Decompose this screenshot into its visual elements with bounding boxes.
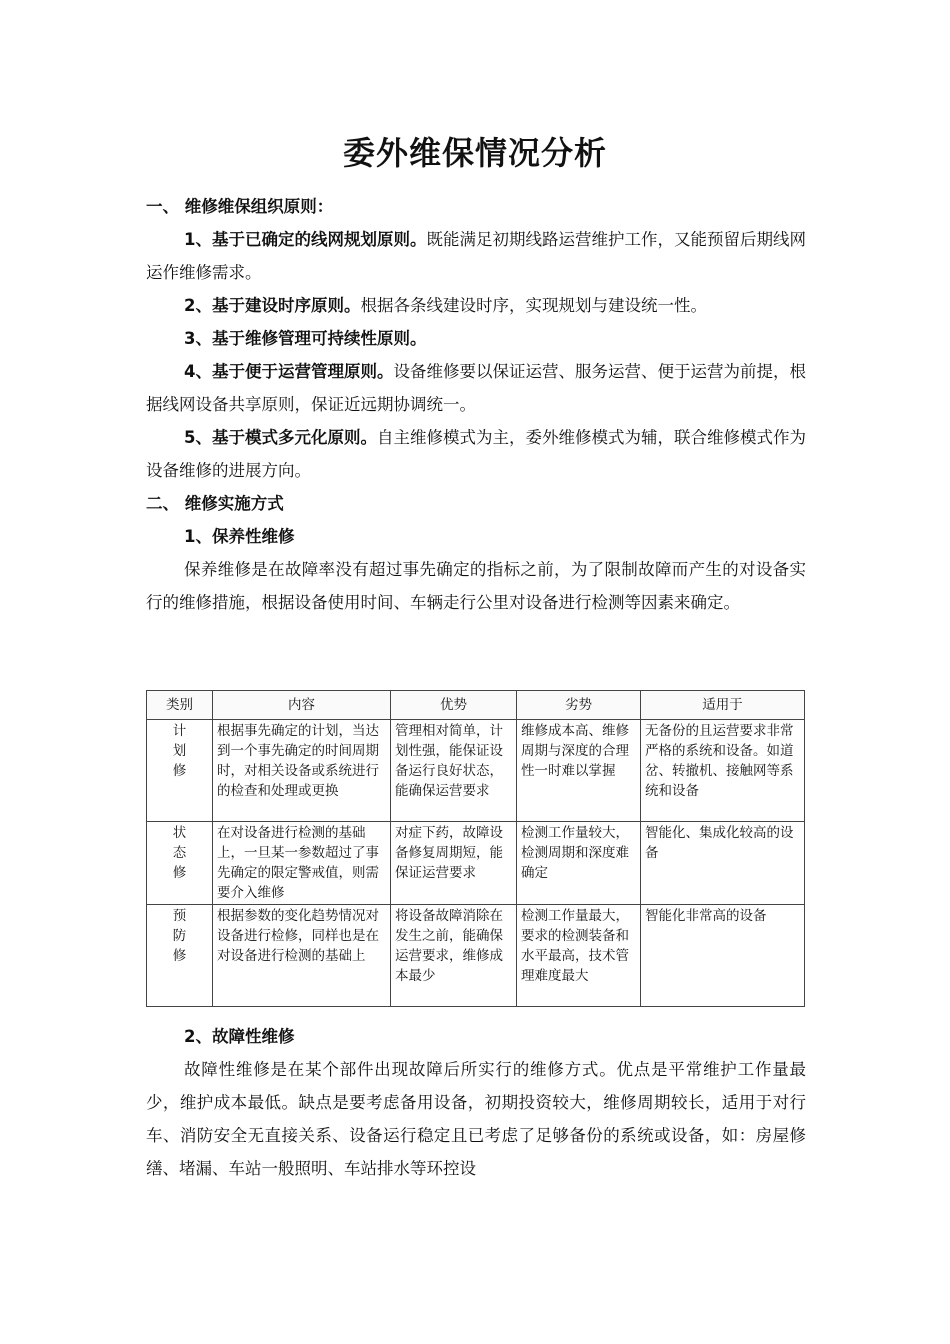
principle-title: 5、基于模式多元化原则。 (184, 428, 377, 447)
table-row (147, 822, 805, 905)
subsection-heading: 1、保养性维修 (184, 527, 295, 546)
table-header-row (147, 691, 805, 720)
type-label: 状态修 (172, 825, 187, 881)
principle-title: 2、基于建设时序原则。 (184, 296, 361, 315)
type-label: 预防修 (172, 908, 187, 964)
table-cell: 检测工作量较大，检测周期和深度难确定 (517, 822, 641, 905)
maintenance-table (146, 690, 805, 1007)
table-cell: 根据事先确定的计划，当达到一个事先确定的时间周期时，对相关设备或系统进行的检查和处理或更换 (213, 720, 391, 822)
column-header: 劣势 (517, 691, 641, 720)
column-header: 内容 (213, 691, 391, 720)
document-body-continued (146, 1020, 806, 1185)
table-cell: 对症下药，故障设备修复周期短，能保证运营要求 (391, 822, 517, 905)
subsection-heading: 2、故障性维修 (184, 1027, 295, 1046)
table-cell: 智能化非常高的设备 (641, 905, 805, 1007)
principle-title: 3、基于维修管理可持续性原则。 (184, 329, 427, 348)
principle-title: 1、基于已确定的线网规划原则。 (184, 230, 427, 249)
table-cell-type (147, 720, 213, 822)
table-row (147, 720, 805, 822)
table-cell: 根据参数的变化趋势情况对设备进行检修，同样也是在对设备进行检测的基础上 (213, 905, 391, 1007)
document-body (146, 190, 806, 619)
table-cell-type (147, 905, 213, 1007)
principle-text: 既能满足初期线路运营维护工作，又能预留后期线网运作维修需求。 (146, 230, 807, 282)
principle-item (146, 223, 806, 289)
table-cell: 将设备故障消除在发生之前，能确保运营要求，维修成本最少 (391, 905, 517, 1007)
table-cell: 维修成本高、维修周期与深度的合理性一时难以掌握 (517, 720, 641, 822)
table-cell-type (147, 822, 213, 905)
principle-item (146, 355, 806, 421)
principle-title: 4、基于便于运营管理原则。 (184, 362, 394, 381)
page-title: 委外维保情况分析 (342, 134, 607, 172)
section-heading: 二、 维修实施方式 (146, 494, 284, 513)
principle-text: 根据各条线建设时序，实现规划与建设统一性。 (360, 296, 707, 315)
column-header: 优势 (391, 691, 517, 720)
principle-item (146, 289, 806, 322)
type-label: 计划修 (172, 723, 187, 779)
column-header: 类别 (147, 691, 213, 720)
principle-item (146, 322, 806, 355)
table-cell: 智能化、集成化较高的设备 (641, 822, 805, 905)
paragraph: 故障性维修是在某个部件出现故障后所实行的维修方式。优点是平常维护工作量最少，维护成本最低。缺点是要考虑备用设备，初期投资较大，维修周期较长，适用于对行车、消防安全无直接关系、设备运行稳定且已考虑了足够备份的系统或设备，如：房屋修缮、堵漏、车站一般照明、车站排水等环控设 (146, 1060, 806, 1178)
column-header: 适用于 (641, 691, 805, 720)
table-cell: 无备份的且运营要求非常严格的系统和设备。如道岔、转撤机、接触网等系统和设备 (641, 720, 805, 822)
table-row (147, 905, 805, 1007)
table-cell: 检测工作量最大，要求的检测装备和水平最高，技术管理难度最大 (517, 905, 641, 1007)
section-heading: 一、 维修维保组织原则： (146, 197, 334, 216)
principle-text: 自主维修模式为主，委外维修模式为辅，联合维修模式作为设备维修的进展方向。 (146, 428, 807, 480)
principle-text: 设备维修要以保证运营、服务运营、便于运营为前提，根据线网设备共享原则，保证近远期协调统一。 (146, 362, 807, 414)
principle-item (146, 421, 806, 487)
table-cell: 在对设备进行检测的基础上，一旦某一参数超过了事先确定的限定警戒值，则需要介入维修 (213, 822, 391, 905)
paragraph: 保养维修是在故障率没有超过事先确定的指标之前，为了限制故障而产生的对设备实行的维修措施，根据设备使用时间、车辆走行公里对设备进行检测等因素来确定。 (146, 560, 806, 612)
table-cell: 管理相对简单，计划性强，能保证设备运行良好状态，能确保运营要求 (391, 720, 517, 822)
